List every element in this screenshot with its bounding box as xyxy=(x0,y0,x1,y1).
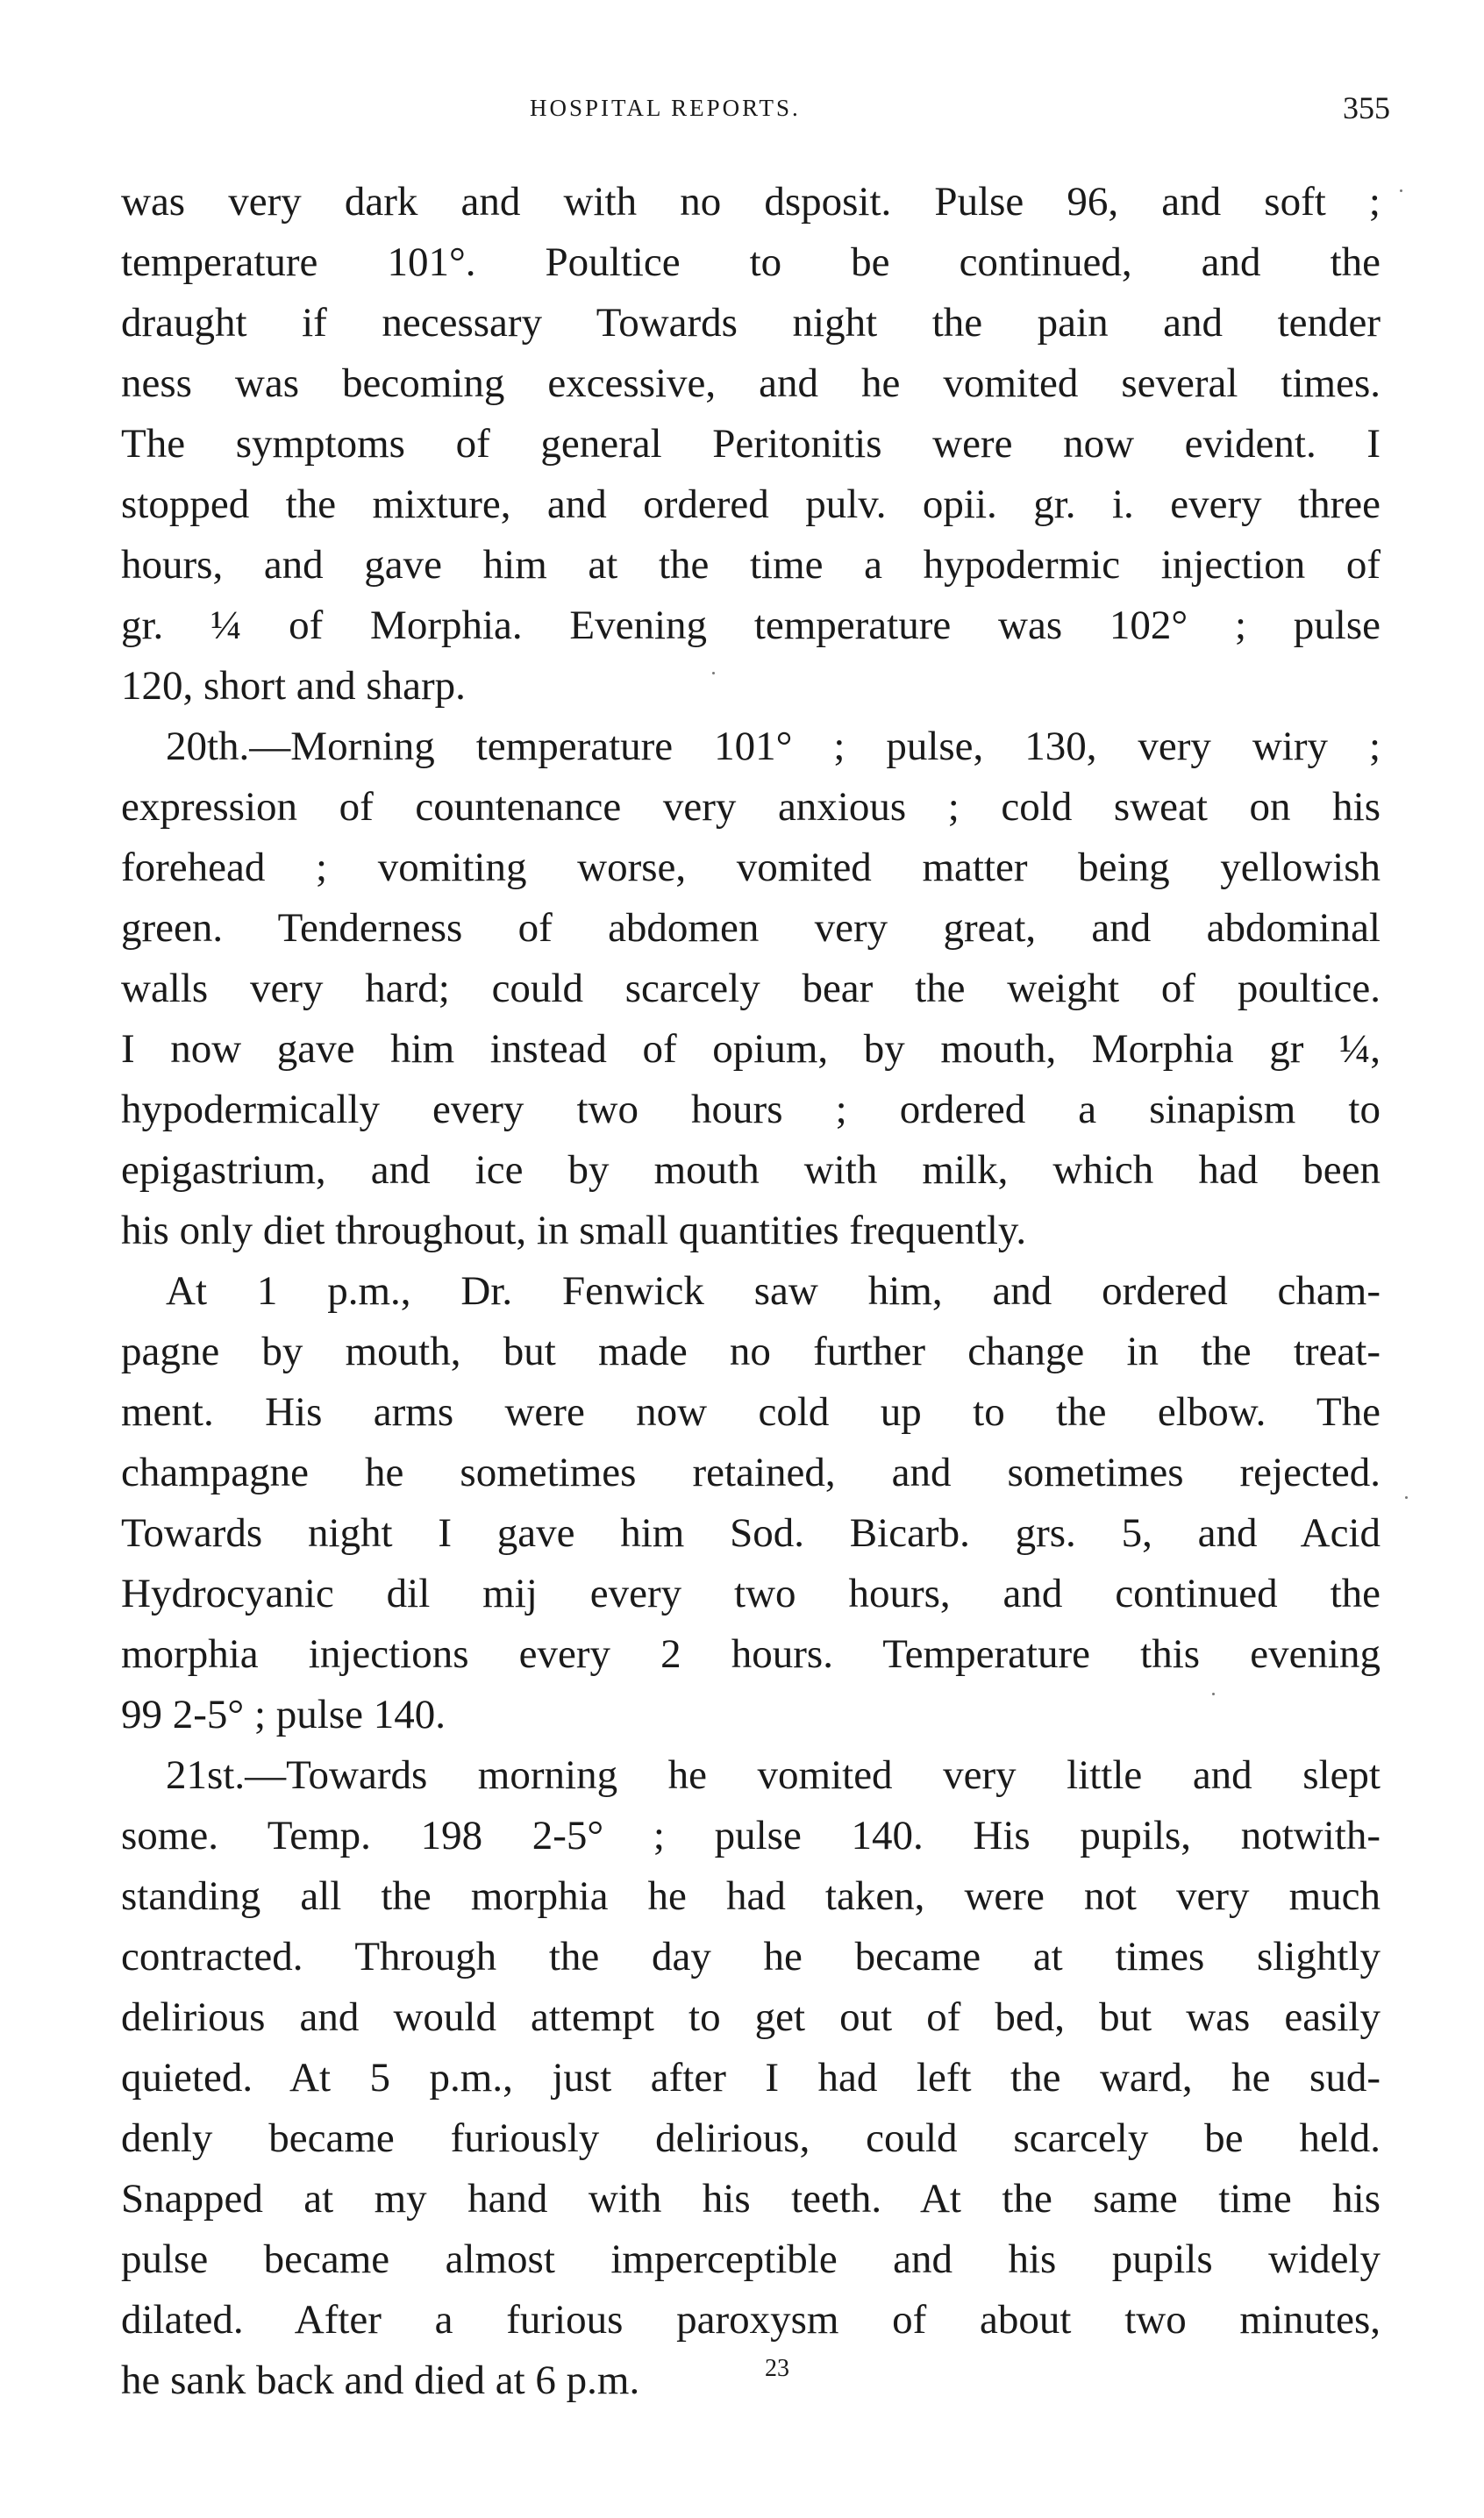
text-line: standing all the morphia he had taken, were not very much xyxy=(121,1873,1381,1919)
text-line: Towards night I gave him Sod. Bicarb. grs. 5, and Acid xyxy=(121,1510,1381,1556)
text-line: hours, and gave him at the time a hypodermic injection of xyxy=(121,542,1381,588)
text-line: morphia injections every 2 hours. Temperature this evening xyxy=(121,1631,1381,1677)
text-line: delirious and would attempt to get out of bed, but was easily xyxy=(121,1994,1381,2040)
text-line: hypodermically every two hours ; ordered a sinapism to xyxy=(121,1087,1381,1132)
text-line: his only diet throughout, in small quantities frequently. xyxy=(121,1208,1027,1253)
text-line: Snapped at my hand with his teeth. At the same time his xyxy=(121,2176,1381,2222)
text-line: stopped the mixture, and ordered pulv. opii. gr. i. every three xyxy=(121,481,1381,527)
text-line: ment. His arms were now cold up to the elbow. The xyxy=(121,1389,1381,1435)
text-line: some. Temp. 198 2-5° ; pulse 140. His pupils, notwith- xyxy=(121,1813,1381,1858)
text-line: temperature 101°. Poultice to be continued, and the xyxy=(121,239,1381,285)
text-line: 20th.—Morning temperature 101° ; pulse, 130, very wiry ; xyxy=(166,724,1381,769)
running-head xyxy=(0,90,1484,130)
text-line: draught if necessary Towards night the pain and tender xyxy=(121,300,1381,346)
scan-speck xyxy=(712,672,715,674)
scan-speck xyxy=(1400,189,1402,192)
signature-mark: 23 xyxy=(765,2355,789,2382)
text-line: pulse became almost imperceptible and his pupils widely xyxy=(121,2236,1381,2282)
text-line: expression of countenance very anxious ; cold sweat on his xyxy=(121,784,1381,830)
text-line: walls very hard; could scarcely bear the weight of poultice. xyxy=(121,966,1381,1011)
text-line: epigastrium, and ice by mouth with milk, which had been xyxy=(121,1147,1381,1193)
text-line: Hydrocyanic dil mij every two hours, and continued the xyxy=(121,1571,1381,1616)
text-line: champagne he sometimes retained, and sometimes rejected. xyxy=(121,1450,1381,1495)
text-line: pagne by mouth, but made no further change in the treat- xyxy=(121,1329,1381,1374)
text-line: The symptoms of general Peritonitis were now evident. I xyxy=(121,421,1381,467)
text-line: contracted. Through the day he became at times slightly xyxy=(121,1934,1381,1979)
text-line: green. Tenderness of abdomen very great, and abdominal xyxy=(121,905,1381,951)
scan-speck xyxy=(1212,1693,1215,1695)
text-line: 120, short and sharp. xyxy=(121,663,466,709)
running-head-title: HOSPITAL REPORTS. xyxy=(530,95,801,121)
scan-speck xyxy=(1405,1496,1408,1499)
text-line: was very dark and with no dsposit. Pulse 96, and soft ; xyxy=(121,179,1381,225)
text-line: 99 2-5° ; pulse 140. xyxy=(121,1692,446,1737)
page-number: 355 xyxy=(1343,90,1390,125)
text-line: quieted. At 5 p.m., just after I had left the ward, he sud- xyxy=(121,2055,1381,2101)
text-line: At 1 p.m., Dr. Fenwick saw him, and ordered cham- xyxy=(166,1268,1381,1314)
text-line: denly became furiously delirious, could scarcely be held. xyxy=(121,2115,1381,2161)
text-line: ness was becoming excessive, and he vomited several times. xyxy=(121,360,1381,406)
text-line: I now gave him instead of opium, by mouth, Morphia gr ¼, xyxy=(121,1026,1381,1072)
text-line: he sank back and died at 6 p.m. xyxy=(121,2358,640,2403)
body-text xyxy=(121,172,1381,2411)
text-line: forehead ; vomiting worse, vomited matter being yellowish xyxy=(121,845,1381,890)
text-line: 21st.—Towards morning he vomited very little and slept xyxy=(166,1752,1381,1798)
text-line: dilated. After a furious paroxysm of about two minutes, xyxy=(121,2297,1381,2343)
text-line: gr. ¼ of Morphia. Evening temperature was 102° ; pulse xyxy=(121,603,1381,648)
